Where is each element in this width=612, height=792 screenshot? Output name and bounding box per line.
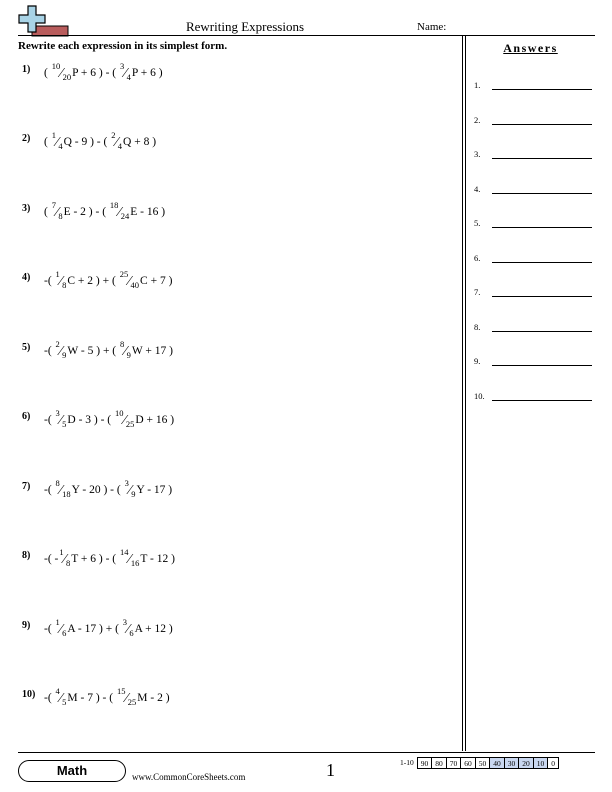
fraction-slash: ⁄ <box>59 483 63 498</box>
fraction-denominator: 40 <box>130 280 140 290</box>
problem-expression <box>44 61 163 82</box>
expr-prefix: ( <box>44 136 51 148</box>
expr-suffix: D + 16 ) <box>135 414 175 426</box>
score-cell: 10 <box>534 757 549 769</box>
fraction-numerator: 3 <box>122 617 128 627</box>
expr-prefix: ( <box>44 206 51 218</box>
answer-line[interactable] <box>492 158 592 159</box>
expr-prefix: ( <box>44 67 51 79</box>
answers-title: Answers <box>503 41 558 55</box>
answer-line[interactable] <box>492 193 592 194</box>
fraction-numerator: 7 <box>51 200 56 210</box>
problem-item <box>22 617 452 660</box>
fraction-a <box>51 200 63 221</box>
expr-middle: T + 6 ) - ( <box>71 553 120 565</box>
answer-row[interactable] <box>474 321 592 335</box>
fraction-slash: ⁄ <box>63 552 66 567</box>
fraction-numerator: 1 <box>51 130 56 140</box>
fraction-denominator: 6 <box>129 628 134 638</box>
fraction-numerator: 1 <box>55 617 60 627</box>
worksheet-title: Rewriting Expressions <box>185 19 305 34</box>
fraction-a <box>55 269 67 290</box>
answer-line[interactable] <box>492 331 592 332</box>
fraction-numerator: 18 <box>109 200 119 210</box>
answer-line[interactable] <box>492 124 592 125</box>
answer-number: 4. <box>474 184 481 194</box>
fraction-slash: ⁄ <box>128 274 131 289</box>
expr-middle: M - 7 ) - ( <box>67 692 116 704</box>
name-label: Name: <box>417 21 447 33</box>
fraction-b <box>111 130 123 151</box>
fraction-denominator: 4 <box>126 72 131 82</box>
fraction-denominator: 5 <box>62 697 67 707</box>
answer-number: 5. <box>474 218 481 228</box>
fraction-numerator: 2 <box>55 339 60 349</box>
fraction-numerator: 15 <box>116 686 126 696</box>
fraction-slash: ⁄ <box>59 622 63 637</box>
problem-expression <box>44 478 173 499</box>
subject-badge: Math <box>18 760 126 782</box>
problem-number: 5) <box>22 342 31 353</box>
problem-expression <box>44 547 175 568</box>
score-range: 1-10 <box>400 758 414 767</box>
problem-item <box>22 686 452 729</box>
fraction-a <box>55 686 67 707</box>
answer-line[interactable] <box>492 400 592 401</box>
fraction-slash: ⁄ <box>55 205 59 220</box>
answer-row[interactable] <box>474 355 592 369</box>
answer-number: 1. <box>474 80 481 90</box>
fraction-b <box>122 617 134 638</box>
fraction-slash: ⁄ <box>118 205 121 220</box>
answer-line[interactable] <box>492 365 592 366</box>
plus-cross-logo-icon <box>18 4 70 38</box>
fraction-a <box>51 61 72 82</box>
expr-middle: E - 2 ) - ( <box>63 206 109 218</box>
answer-number: 3. <box>474 149 481 159</box>
problem-expression <box>44 686 170 707</box>
instructions: Rewrite each expression in its simplest form. <box>18 40 228 52</box>
fraction-numerator: 10 <box>115 408 124 418</box>
expr-prefix: -( <box>44 275 55 287</box>
problem-expression <box>44 339 173 360</box>
answer-number: 10. <box>474 391 485 401</box>
fraction-slash: ⁄ <box>59 413 63 428</box>
answer-row[interactable] <box>474 286 592 300</box>
answer-row[interactable] <box>474 217 592 231</box>
fraction-a <box>59 547 71 568</box>
fraction-a <box>55 408 67 429</box>
fraction-slash: ⁄ <box>60 66 63 81</box>
score-cell: 40 <box>490 757 505 769</box>
answer-line[interactable] <box>492 227 592 228</box>
answer-row[interactable] <box>474 114 592 128</box>
answer-row[interactable] <box>474 252 592 266</box>
fraction-denominator: 5 <box>62 419 67 429</box>
fraction-slash: ⁄ <box>128 552 131 567</box>
fraction-numerator: 1 <box>59 547 64 557</box>
fraction-b <box>119 269 140 290</box>
score-cell: 60 <box>461 757 476 769</box>
fraction-numerator: 25 <box>119 269 129 279</box>
fraction-denominator: 9 <box>62 350 67 360</box>
expr-suffix: M - 2 ) <box>137 692 170 704</box>
answer-line[interactable] <box>492 296 592 297</box>
fraction-b <box>124 478 136 499</box>
fraction-denominator: 24 <box>120 211 130 221</box>
score-cell: 70 <box>447 757 462 769</box>
problem-item <box>22 408 452 451</box>
fraction-numerator: 3 <box>120 61 125 71</box>
answer-row[interactable] <box>474 148 592 162</box>
problem-number: 8) <box>22 550 31 561</box>
fraction-slash: ⁄ <box>59 274 63 289</box>
fraction-numerator: 14 <box>120 547 129 557</box>
fraction-numerator: 10 <box>51 61 61 71</box>
problem-number: 9) <box>22 620 31 631</box>
expr-suffix: P + 6 ) <box>131 67 163 79</box>
problem-item <box>22 339 452 382</box>
expr-prefix: -( <box>44 623 55 635</box>
problem-expression <box>44 200 166 221</box>
answer-line[interactable] <box>492 262 592 263</box>
answer-number: 7. <box>474 287 481 297</box>
fraction-b <box>120 547 140 568</box>
score-cell: 0 <box>548 757 559 769</box>
answer-number: 6. <box>474 253 481 263</box>
score-cell: 80 <box>432 757 447 769</box>
expr-middle: W - 5 ) + ( <box>67 345 120 357</box>
answer-row[interactable] <box>474 79 592 93</box>
fraction-denominator: 25 <box>125 419 135 429</box>
fraction-denominator: 8 <box>62 280 67 290</box>
problem-number: 10) <box>22 689 36 700</box>
expr-middle: C + 2 ) + ( <box>67 275 119 287</box>
fraction-numerator: 8 <box>55 478 60 488</box>
fraction-slash: ⁄ <box>127 622 130 637</box>
problem-item <box>22 478 452 521</box>
fraction-numerator: 3 <box>55 408 60 418</box>
expr-middle: Y - 20 ) - ( <box>71 484 124 496</box>
page-number: 1 <box>326 760 335 780</box>
fraction-denominator: 25 <box>127 697 137 707</box>
header-rule <box>18 35 595 36</box>
fraction-slash: ⁄ <box>128 483 132 498</box>
fraction-denominator: 20 <box>62 72 72 82</box>
problem-expression <box>44 130 157 151</box>
answer-number: 8. <box>474 322 481 332</box>
fraction-b <box>116 686 137 707</box>
answer-line[interactable] <box>492 89 592 90</box>
score-cell: 30 <box>505 757 520 769</box>
fraction-a <box>51 130 63 151</box>
fraction-numerator: 8 <box>120 339 125 349</box>
expr-middle: D - 3 ) - ( <box>67 414 115 426</box>
expr-middle: A - 17 ) + ( <box>67 623 122 635</box>
problem-item <box>22 200 452 243</box>
expr-suffix: Q + 8 ) <box>123 136 157 148</box>
problem-item <box>22 61 452 104</box>
expr-suffix: T - 12 ) <box>140 553 175 565</box>
fraction-slash: ⁄ <box>123 413 126 428</box>
footer-rule <box>18 752 595 753</box>
fraction-denominator: 16 <box>130 558 140 568</box>
fraction-denominator: 4 <box>117 141 123 151</box>
expr-prefix: -( <box>44 345 55 357</box>
expr-suffix: W + 17 ) <box>131 345 173 357</box>
fraction-denominator: 9 <box>131 489 136 499</box>
problem-number: 1) <box>22 64 31 75</box>
fraction-slash: ⁄ <box>59 691 63 706</box>
expr-suffix: C + 7 ) <box>140 275 173 287</box>
fraction-slash: ⁄ <box>55 135 59 150</box>
score-cell: 90 <box>417 757 433 769</box>
answer-number: 2. <box>474 115 481 125</box>
fraction-slash: ⁄ <box>124 344 127 359</box>
score-table <box>397 757 559 769</box>
fraction-numerator: 3 <box>124 478 129 488</box>
problem-number: 4) <box>22 272 31 283</box>
problem-number: 2) <box>22 133 31 144</box>
fraction-b <box>120 339 131 360</box>
score-cell: 50 <box>476 757 491 769</box>
fraction-denominator: 6 <box>62 628 67 638</box>
expr-suffix: Y - 17 ) <box>136 484 173 496</box>
fraction-denominator: 9 <box>126 350 131 360</box>
problem-item <box>22 547 452 590</box>
site-url: www.CommonCoreSheets.com <box>132 772 246 782</box>
fraction-a <box>55 339 67 360</box>
fraction-denominator: 8 <box>58 211 63 221</box>
expr-middle: P + 6 ) - ( <box>72 67 120 79</box>
fraction-denominator: 4 <box>58 141 63 151</box>
fraction-b <box>120 61 131 82</box>
fraction-denominator: 8 <box>65 558 71 568</box>
problem-expression <box>44 617 173 638</box>
problem-item <box>22 269 452 312</box>
expr-middle: Q - 9 ) - ( <box>63 136 111 148</box>
problem-number: 7) <box>22 481 31 492</box>
fraction-slash: ⁄ <box>125 691 128 706</box>
fraction-b <box>109 200 130 221</box>
fraction-numerator: 4 <box>55 686 60 696</box>
answer-number: 9. <box>474 356 481 366</box>
fraction-slash: ⁄ <box>115 135 118 150</box>
expr-prefix: -( <box>44 484 55 496</box>
problem-expression <box>44 269 173 290</box>
expr-prefix: -( - <box>44 553 59 565</box>
problem-expression <box>44 408 175 429</box>
problem-number: 6) <box>22 411 31 422</box>
problem-item <box>22 130 452 173</box>
answer-row[interactable] <box>474 183 592 197</box>
fraction-slash: ⁄ <box>124 66 127 81</box>
problem-number: 3) <box>22 203 31 214</box>
fraction-a <box>55 478 71 499</box>
answer-row[interactable] <box>474 390 592 404</box>
score-cell: 20 <box>519 757 534 769</box>
expr-suffix: A + 12 ) <box>134 623 173 635</box>
fraction-numerator: 1 <box>55 269 60 279</box>
fraction-a <box>55 617 67 638</box>
fraction-denominator: 18 <box>62 489 71 499</box>
expr-prefix: -( <box>44 692 55 704</box>
fraction-numerator: 2 <box>111 130 116 140</box>
fraction-slash: ⁄ <box>59 344 63 359</box>
column-divider <box>462 36 466 751</box>
expr-suffix: E - 16 ) <box>130 206 166 218</box>
fraction-b <box>115 408 135 429</box>
expr-prefix: -( <box>44 414 55 426</box>
